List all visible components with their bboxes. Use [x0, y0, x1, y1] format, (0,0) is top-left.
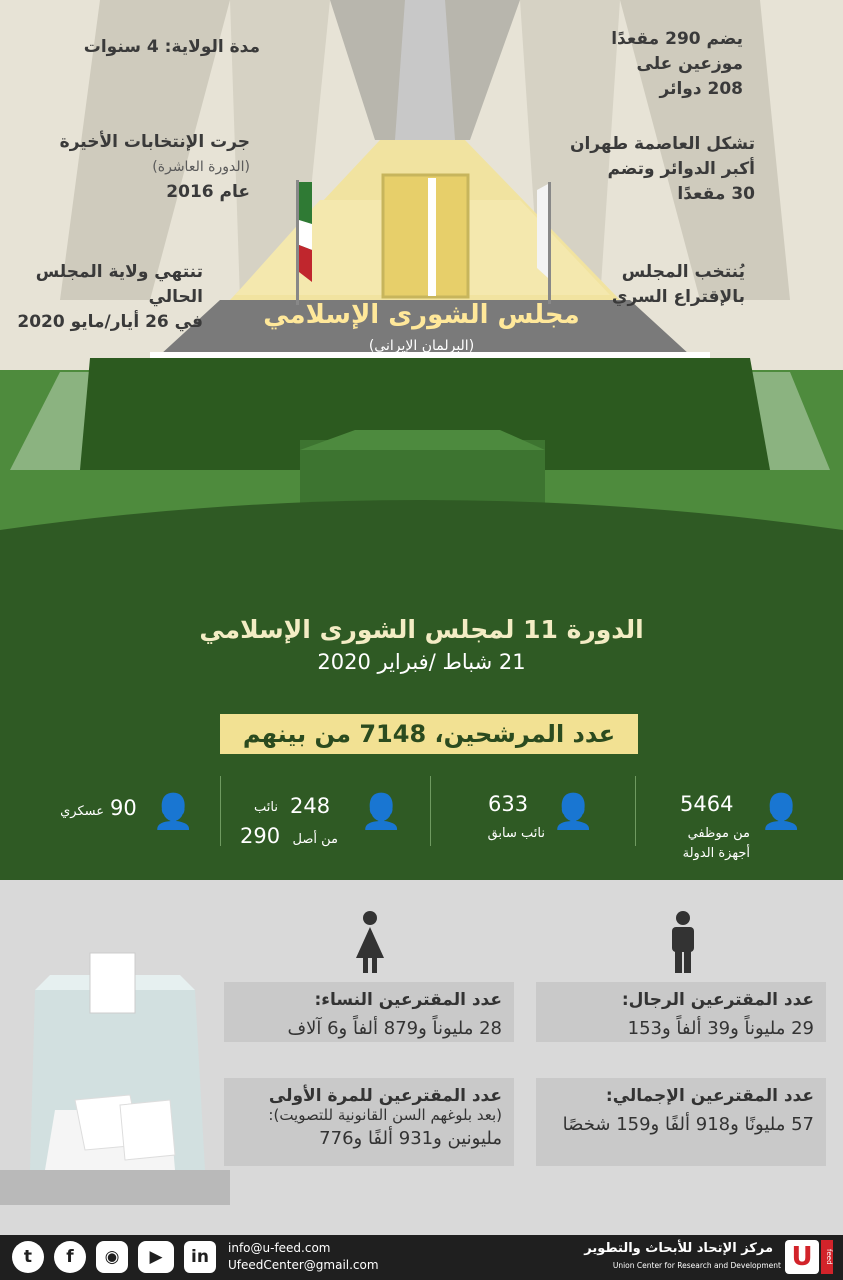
divider [635, 776, 636, 846]
fact-term-line1: مدة الولاية: 4 سنوات [83, 37, 260, 57]
man-icon [663, 910, 703, 974]
total-voters-value: 57 مليونًا و918 ألفًا و159 شخصًا [562, 1114, 814, 1135]
stat-num: 633 [488, 792, 529, 816]
fact-ballot-line2: بالإقتراع السري [611, 287, 745, 307]
person-icon: 👤 [152, 792, 195, 832]
divider [430, 776, 431, 846]
fact-last-election [50, 130, 250, 205]
linkedin-icon[interactable]: in [184, 1241, 216, 1273]
logo-side-text: feed [821, 1240, 833, 1274]
youtube-icon[interactable]: ▶ [138, 1241, 174, 1273]
stat-label1: نائب [254, 800, 278, 815]
fact-term [60, 35, 260, 60]
email-gmail[interactable]: UfeedCenter@gmail.com [228, 1258, 379, 1272]
session-title: الدورة 11 لمجلس الشورى الإسلامي [199, 615, 644, 644]
women-voters-title: عدد المقترعين النساء: [314, 990, 502, 1010]
fact-election-line1: جرت الإنتخابات الأخيرة [59, 132, 250, 152]
ballot-box-graphic [0, 945, 230, 1205]
person-icon: 👤 [760, 792, 803, 832]
session-heading [0, 615, 843, 674]
fact-seats-line3: 208 دوائر [659, 79, 743, 99]
stat-num: 90 [110, 796, 137, 820]
fact-election-line3: عام 2016 [166, 182, 250, 202]
facebook-icon[interactable]: f [54, 1241, 86, 1273]
women-voters-card [224, 982, 514, 1042]
org-name-ar: مركز الإتحاد للأبحاث والتطوير [584, 1241, 773, 1256]
parliament-title: مجلس الشورى الإسلامي [263, 300, 580, 330]
stat-num: 248 [290, 794, 331, 818]
stat-label2: أجهزة الدولة [682, 846, 750, 861]
stat-label1: من موظفي [687, 826, 750, 841]
stat-num: 5464 [680, 792, 734, 816]
total-voters-title: عدد المقترعين الإجمالي: [605, 1086, 814, 1106]
fact-seats [483, 27, 743, 102]
instagram-icon[interactable]: ◉ [96, 1241, 128, 1273]
person-icon: 👤 [552, 792, 595, 832]
first-voters-title: عدد المقترعين للمرة الأولى [268, 1086, 502, 1106]
twitter-icon[interactable]: t [12, 1241, 44, 1273]
fact-election-sub: (الدورة العاشرة) [152, 159, 250, 175]
parliament-illustration [0, 0, 843, 560]
person-icon: 👤 [360, 792, 403, 832]
total-voters-card [536, 1078, 826, 1166]
divider [220, 776, 221, 846]
org-name-en: Union Center for Research and Development [612, 1261, 781, 1270]
stat-label1: نائب سابق [487, 826, 545, 841]
first-voters-note: (بعد بلوغهم السن القانونية للتصويت): [268, 1106, 502, 1124]
first-voters-card [224, 1078, 514, 1166]
fact-tehran [485, 132, 755, 207]
fact-tehran-line2: أكبر الدوائر وتضم [607, 159, 755, 179]
stat-label1: عسكري [60, 804, 104, 819]
logo-letter: U [791, 1242, 813, 1272]
parliament-subtitle: (البرلمان الإيراني) [368, 338, 475, 354]
woman-icon [350, 910, 390, 974]
email-info[interactable]: info@u-feed.com [228, 1241, 331, 1255]
footer [0, 1235, 843, 1280]
fact-end-line1: تنتهي ولاية المجلس الحالي [35, 262, 203, 307]
first-voters-value: مليونين و931 ألفًا و776 [319, 1128, 502, 1149]
stat-num2: 290 [240, 824, 281, 848]
men-voters-card [536, 982, 826, 1042]
fact-tehran-line3: 30 مقعدًا [677, 184, 755, 204]
fact-seats-line2: موزعين على [636, 54, 743, 74]
session-date: 21 شباط /فبراير 2020 [317, 650, 526, 674]
fact-ballot-line1: يُنتخب المجلس [621, 262, 745, 282]
men-voters-value: 29 مليوناً و39 ألفاً و153 [627, 1018, 814, 1039]
fact-end-line2: في 26 أيار/مايو 2020 [17, 312, 203, 332]
fact-tehran-line1: تشكل العاصمة طهران [569, 134, 755, 154]
fact-seats-line1: يضم 290 مقعدًا [611, 29, 743, 49]
stat-label2: من أصل [292, 832, 338, 847]
women-voters-value: 28 مليوناً و879 ألفاً و6 آلاف [287, 1018, 502, 1039]
candidates-banner: عدد المرشحين، 7148 من بينهم [220, 714, 638, 754]
men-voters-title: عدد المقترعين الرجال: [621, 990, 814, 1010]
ufeed-logo [785, 1240, 819, 1274]
